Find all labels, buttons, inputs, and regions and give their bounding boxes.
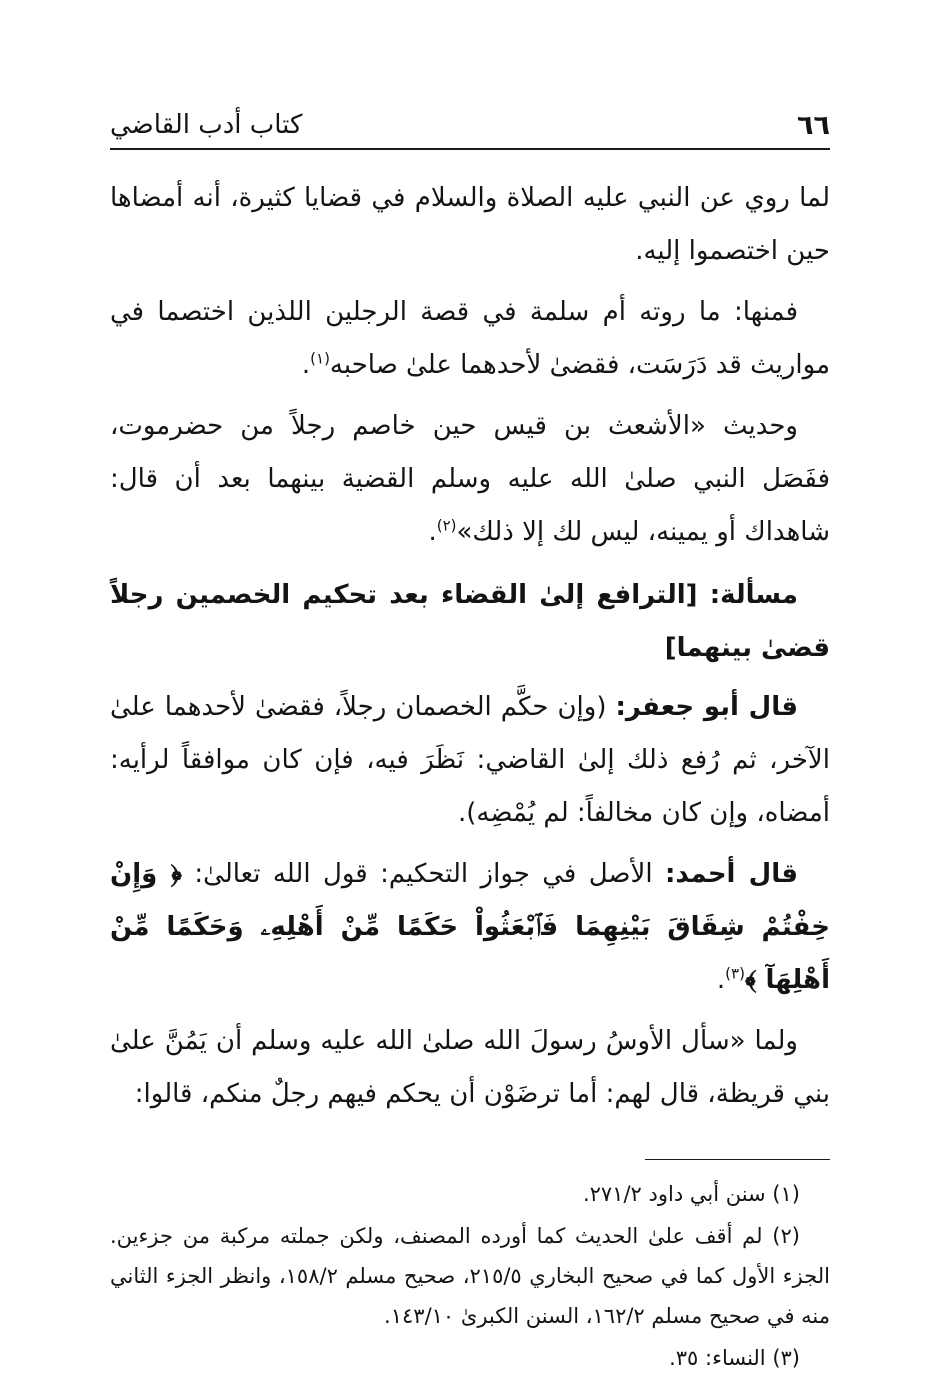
footnote-2: (٢) لم أقف علىٰ الحديث كما أورده المصنف، ولكن جملته مركبة من جزءين. الجزء الأول كما في صحيح البخاري ٢١٥/٥، صحيح مسلم ١٥٨/٢، وانظر الجزء الثاني منه في صحيح مسلم ١٦٢/٢، السنن الكبرىٰ ١٤٣/١٠. bbox=[110, 1224, 830, 1328]
footnote-1: (١) سنن أبي داود ٢٧١/٢. bbox=[582, 1182, 800, 1206]
section-heading: مسألة: [الترافع إلىٰ القضاء بعد تحكيم الخصمين رجلاً قضىٰ بينهما] bbox=[110, 580, 830, 663]
paragraph-text: لما روي عن النبي عليه الصلاة والسلام في قضايا كثيرة، أنه أمضاها حين اختصموا إليه. bbox=[110, 183, 830, 266]
paragraph-5: قال أحمد: الأصل في جواز التحكيم: قول الله تعالىٰ: ﴿ وَإِنْ خِفْتُمْ شِقَاقَ بَيْنِهِمَا فَٱبْعَثُواْ حَكَمًا مِّنْ أَهْلِهِۦ وَحَكَمًا مِّنْ أَهْلِهَآ ﴾$^{(٣)}$. bbox=[110, 859, 830, 995]
paragraph-text: ولما «سأل الأوسُ رسولَ الله صلىٰ الله عليه وسلم أن يَمُنَّ علىٰ بني قريظة، قال لهم: أما ترضَوْن أن يحكم فيهم رجلٌ منكم، قالوا: bbox=[110, 1026, 830, 1109]
paragraph-text: وحديث «الأشعث بن قيس حين خاصم رجلاً من حضرموت، ففَصَل النبي صلىٰ الله عليه وسلم القضية بينهما بعد أن قال: شاهداك أو يمينه، ليس لك إلا ذلك» bbox=[110, 411, 830, 547]
speaker-label: قال أبو جعفر: bbox=[615, 692, 799, 722]
paragraph-3: وحديث «الأشعث بن قيس حين خاصم رجلاً من حضرموت، ففَصَل النبي صلىٰ الله عليه وسلم القضية بينهما بعد أن قال: شاهداك أو يمينه، ليس لك إلا ذلك»$^{(٢)}$. bbox=[110, 411, 830, 547]
paragraph-text: الأصل في جواز التحكيم: قول الله تعالىٰ: bbox=[181, 859, 665, 889]
paragraph-1 bbox=[110, 172, 830, 278]
paragraph-4 bbox=[110, 681, 830, 840]
book-page bbox=[110, 100, 830, 1380]
book-title: كتاب أدب القاضي bbox=[110, 110, 303, 140]
quran-verse: ﴿ وَإِنْ خِفْتُمْ شِقَاقَ بَيْنِهِمَا فَٱبْعَثُواْ حَكَمًا مِّنْ أَهْلِهِۦ وَحَكَمًا مِّنْ أَهْلِهَآ ﴾ bbox=[110, 859, 830, 995]
footnote-3: (٣) النساء: ٣٥. bbox=[669, 1346, 800, 1370]
paragraph-6 bbox=[110, 1015, 830, 1121]
paragraph-text: (وإن حكَّم الخصمان رجلاً، فقضىٰ لأحدهما علىٰ الآخر، ثم رُفع ذلك إلىٰ القاضي: نَظَرَ فيه، فإن كان موافقاً لرأيه: أمضاه، وإن كان مخالفاً: لم يُمْضِه). bbox=[110, 692, 830, 828]
footnote-ref-3[interactable]: (٣) bbox=[725, 964, 745, 983]
footnote-ref-2[interactable]: (٢) bbox=[436, 516, 457, 535]
main-text bbox=[110, 172, 830, 1121]
page-number: ٦٦ bbox=[797, 110, 830, 141]
speaker-label: قال أحمد: bbox=[664, 859, 799, 889]
footnote-ref-1[interactable]: (١) bbox=[310, 349, 330, 368]
paragraph-text: فمنها: ما روته أم سلمة في قصة الرجلين اللذين اختصما في مواريث قد دَرَسَت، فقضىٰ لأحدهما علىٰ صاحبه bbox=[110, 297, 830, 380]
paragraph-2: فمنها: ما روته أم سلمة في قصة الرجلين اللذين اختصما في مواريث قد دَرَسَت، فقضىٰ لأحدهما علىٰ صاحبه$^{(١)}$. bbox=[110, 297, 830, 380]
footnote-divider bbox=[645, 1159, 830, 1160]
footnotes bbox=[110, 1174, 830, 1378]
running-header bbox=[110, 100, 830, 150]
